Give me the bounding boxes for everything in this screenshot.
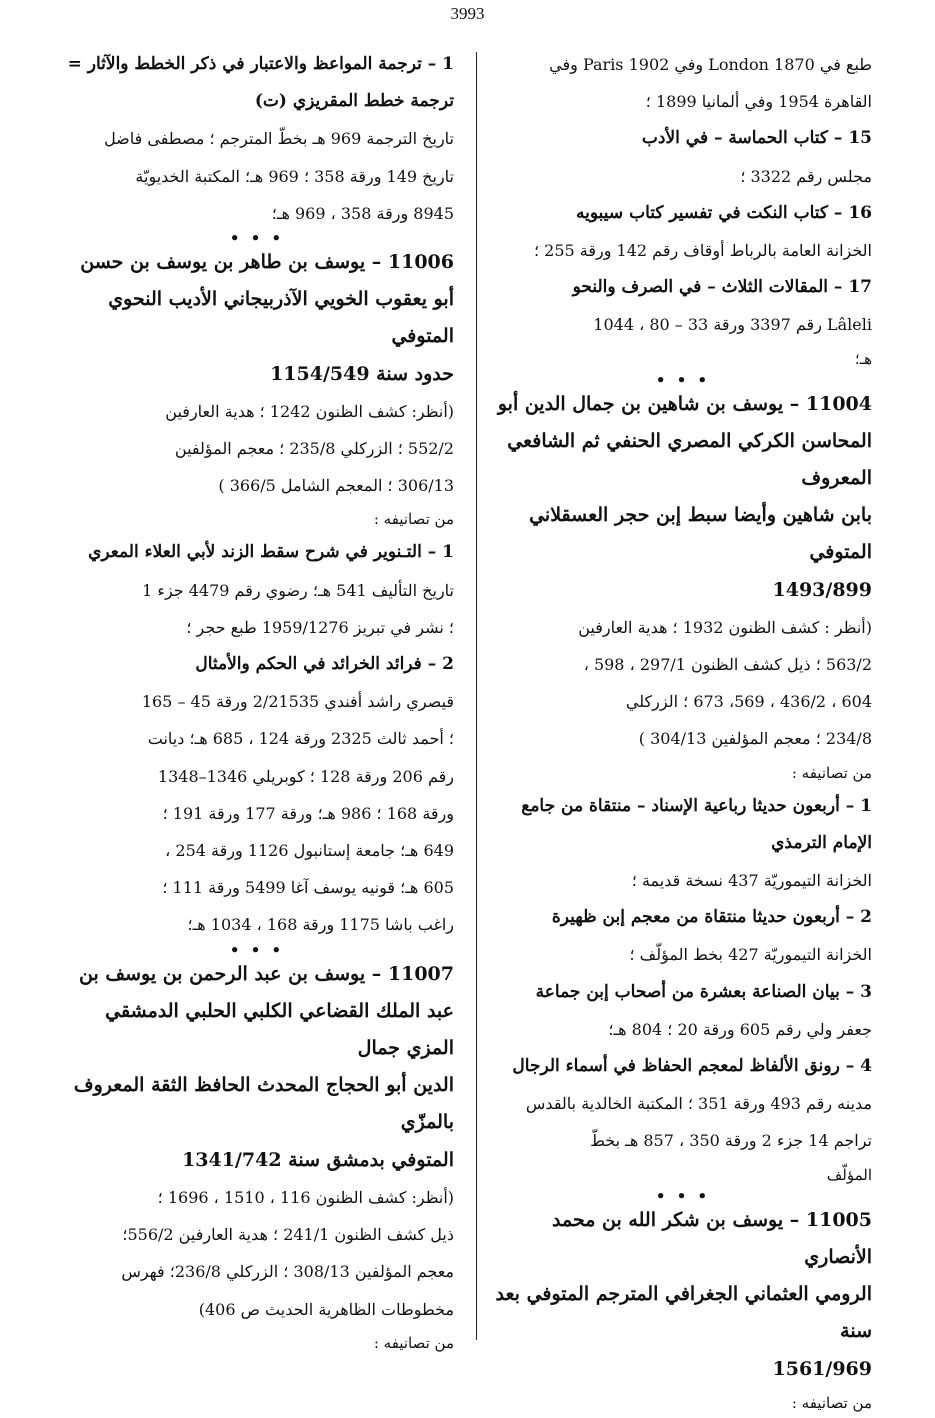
text-line: طبع في London 1870 وفي Paris 1902 وفي [549,55,872,74]
text-line: رقم 206 ورقة 128 ؛ كوبريلي 1346–1348 [157,766,454,786]
page-number: 3993 [450,4,485,23]
small-line: من تصانيفه : [791,763,872,782]
entry-heading-line: 1561/969 [772,1357,872,1380]
text-line: ذيل كشف الظنون 241/1 ؛ هدية العارفين 556/2؛ [122,1225,454,1245]
text-line: 605 هـ؛ قونيه يوسف آغا 5499 ورقة 111 ؛ [162,878,454,898]
text-line: القاهرة 1954 وفي ألمانيا 1899 ؛ [645,92,872,112]
text-line: (أنظر: كشف الظنون 1242 ؛ هدية العارفين [165,401,454,421]
text-line: مخطوطات الظاهرية الحديث ص 406) [198,1299,454,1319]
text-line: معجم المؤلفين 308/13 ؛ الزركلي 236/8؛ فهرس [121,1262,454,1282]
entry-heading-line: الدين أبو الحجاج المحدث الحافظ الثقة المعروف بالمزّي [73,1074,454,1134]
text-line: 552/2 ؛ الزركلي 235/8 ؛ معجم المؤلفين [174,439,454,459]
text-line: 8945 ورقة 358 ، 969 هـ؛ [271,203,454,223]
entry-heading-line: 11004 – يوسف بن شاهين بن جمال الدين أبو [497,392,872,415]
left-column [60,46,454,1358]
text-line: تاريخ التأليف 541 هـ؛ رضوي رقم 4479 جزء 1 [142,580,454,600]
text-line: الخزانة العامة بالرباط أوقاف رقم 142 ورقة 255 ؛ [533,241,872,261]
small-line: من تصانيفه : [791,1393,872,1412]
small-line: المؤلّف [826,1165,872,1184]
text-line: 234/8 ؛ معجم المؤلفين 304/13 ) [638,729,872,749]
separator-dots: • • • [229,229,285,248]
small-line: هـ؛ [854,349,872,368]
text-line: 604 ، 436/2 ، 569، 673 ؛ الزركلي [625,692,872,712]
entry-heading-line: المحاسن الكركي المصري الحنفي ثم الشافعي المعروف [507,429,872,490]
title-line: 3 – بيان الصناعة بعشرة من أصحاب إبن جماعة [535,981,872,1002]
right-column [494,46,872,1418]
separator-dots: • • • [655,1186,711,1205]
column-divider [476,52,477,1340]
title-line: 2 – فرائد الخرائد في الحكم والأمثال [195,654,454,675]
entry-heading-line: المتوفي بدمشق سنة 1341/742 [182,1148,454,1171]
text-line: ورقة 168 ؛ 986 هـ؛ ورقة 177 ورقة 191 ؛ [162,803,454,823]
text-line: جعفر ولي رقم 605 ورقة 20 ؛ 804 هـ؛ [608,1019,872,1039]
entry-heading-line: الرومي العثماني الجغرافي المترجم المتوفي بعد سنة [495,1283,872,1343]
small-line: من تصانيفه : [373,510,454,529]
text-line: 649 هـ؛ جامعة إستانبول 1126 ورقة 254 ، [165,841,454,861]
text-line: ؛ نشر في تبريز 1959/1276 طبع حجر ؛ [186,617,454,637]
text-line: قيصري راشد أفندي 2/21535 ورقة 45 – 165 [141,692,454,712]
separator-dots: • • • [229,940,285,959]
text-line: (أنظر : كشف الظنون 1932 ؛ هدية العارفين [578,617,872,637]
entry-heading-line: 1493/899 [772,578,872,601]
entry-heading-line: 11006 – يوسف بن طاهر بن يوسف بن حسن [80,251,454,274]
text-line: الخزانة التيموريّة 427 بخط المؤلّف ؛ [629,945,872,965]
title-line: 2 – أربعون حديثا منتقاة من معجم إبن ظهيرة [551,907,872,928]
text-line: ؛ أحمد ثالث 2325 ورقة 124 ، 685 هـ؛ ديانت [147,729,454,749]
text-line: تاريخ الترجمة 969 هـ بخطّ المترجم ؛ مصطفى فاضل [104,129,454,149]
title-line: الإمام الترمذي [771,832,872,853]
entry-heading-line: حدود سنة 1154/549 [270,362,454,385]
entry-heading-line: عبد الملك القضاعي الكلبي الحلبي الدمشقي المزي جمال [105,999,454,1060]
title-line: 15 – كتاب الحماسة – في الأدب [641,128,872,149]
title-line: 16 – كتاب النكت في تفسير كتاب سيبويه [576,202,872,223]
entry-heading-line: 11005 – يوسف بن شكر الله بن محمد الأنصاري [552,1208,872,1268]
text-line: مجلس رقم 3322 ؛ [740,166,872,186]
text-line: تراجم 14 جزء 2 ورقة 350 ، 857 هـ بخطّ [590,1131,872,1151]
entry-heading-line: 11007 – يوسف بن عبد الرحمن بن يوسف بن [79,962,454,985]
title-line: 1 – أربعون حديثا رباعية الإسناد – منتقاة من جامع [521,795,872,816]
text-line: Lâleli رقم 3397 ورقة 33 – 80 ، 1044 [593,315,872,335]
text-line: (أنظر: كشف الظنون 116 ، 1510 ، 1696 ؛ [157,1187,454,1207]
text-line: الخزانة التيموريّة 437 نسخة قديمة ؛ [631,871,872,891]
title-line: ترجمة خطط المقريزي (ت) [254,91,454,112]
text-line: راغب باشا 1175 ورقة 168 ، 1034 هـ؛ [187,915,454,935]
text-line: 306/13 ؛ المعجم الشامل 366/5 ) [218,476,454,496]
separator-dots: • • • [655,370,711,389]
entry-heading-line: أبو يعقوب الخويي الآذربيجاني الأديب النحوي المتوفي [108,288,454,348]
title-line: 4 – رونق الألفاظ لمعجم الحفاظ في أسماء الرجال [512,1056,872,1077]
title-line: 17 – المقالات الثلاث – في الصرف والنحو [572,277,872,298]
text-line: مدينه رقم 493 ورقة 351 ؛ المكتبة الخالدية بالقدس [525,1094,872,1114]
title-line: 1 – ترجمة المواعظ والاعتبار في ذكر الخطط والآثار = [67,54,454,74]
small-line: من تصانيفه : [373,1333,454,1352]
title-line: 1 – التـنوير في شرح سقط الزند لأبي العلاء المعري [88,542,454,563]
text-line: تاريخ 149 ورقة 358 ؛ 969 هـ؛ المكتبة الخديويّة [135,166,454,186]
entry-heading-line: بابن شاهين وأيضا سبط إبن حجر العسقلاني المتوفي [529,504,872,564]
text-line: 563/2 ؛ ذيل كشف الظنون 297/1 ، 598 ، [583,655,872,675]
